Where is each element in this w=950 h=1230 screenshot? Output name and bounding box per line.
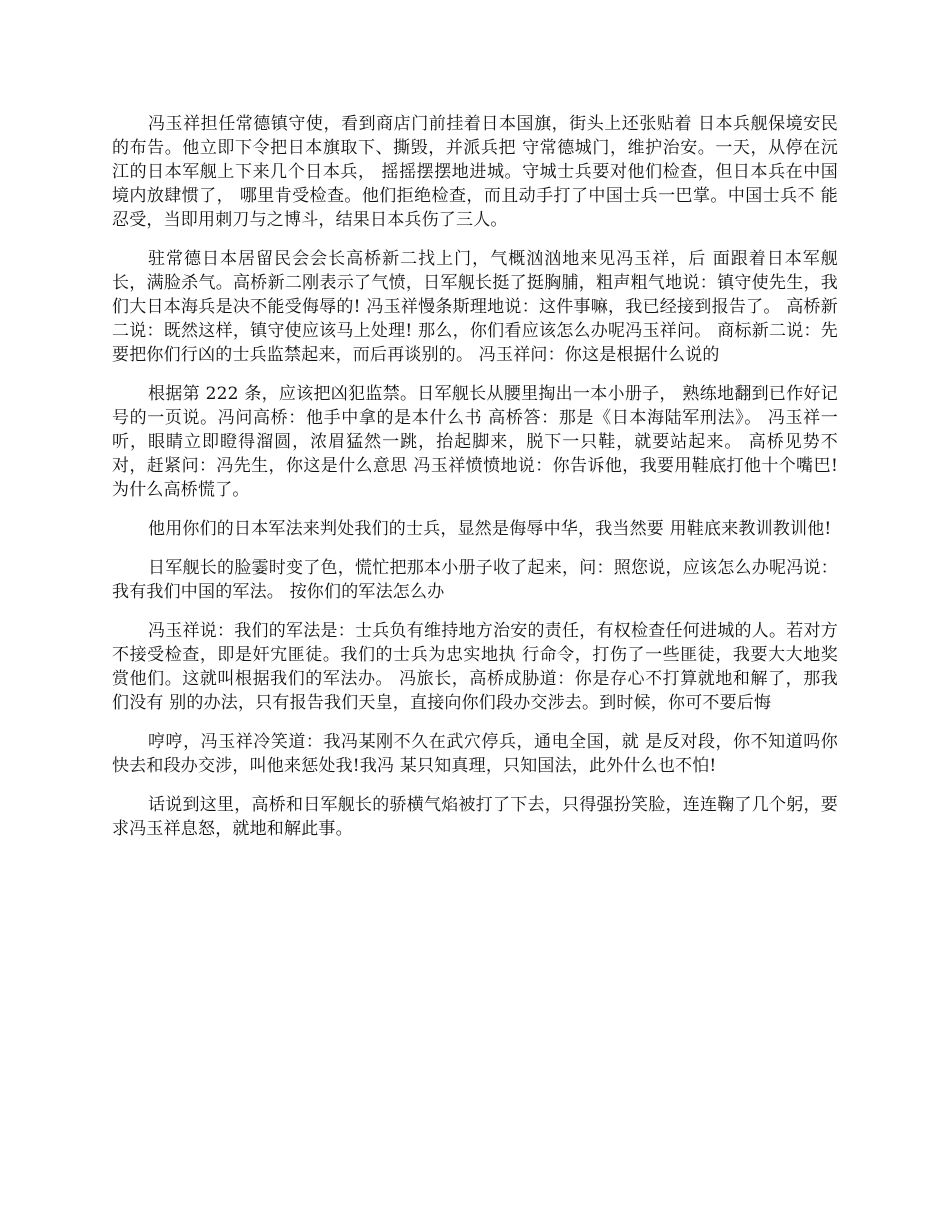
paragraph-4: 他用你们的日本军法来判处我们的士兵，显然是侮辱中华，我当然要 用鞋底来教训教训他! [148,519,832,539]
paragraph-2: 驻常德日本居留民会会长高桥新二找上门，气概汹汹地来见冯玉祥，后 面跟着日本军舰长，满脸杀气。高桥新二刚表示了气愤，日军舰长挺了挺胸脯，粗声粗气地说：镇守使先生，我们大日本海兵是决不能受侮辱的! 冯玉祥慢条斯理地说：这件事嘛，我已经接到报告了。 高桥新二说：既然这样，镇守使应该马上处理! 那么，你们看应该怎么办呢冯玉祥问。 商标新二说：先要把你们行凶的士兵监禁起来，而后再谈别的。 冯玉祥问：你这是根据什么说的 [112,249,838,365]
paragraph-7: 哼哼，冯玉祥冷笑道：我冯某刚不久在武穴停兵，通电全国，就 是反对段，你不知道吗你快去和段办交涉，叫他来惩处我!我冯 某只知真理，只知国法，此外什么也不怕! [112,732,838,776]
paragraph-1: 冯玉祥担任常德镇守使，看到商店门前挂着日本国旗，街头上还张贴着 日本兵舰保境安民的布告。他立即下令把日本旗取下、撕毁，并派兵把 守常德城门，维护治安。一天，从停在沅江的日本军舰上下来几个日本兵， 摇摇摆摆地进城。守城士兵要对他们检查，但日本兵在中国境内放肆惯了， 哪里肯受检查。他们拒绝检查，而且动手打了中国士兵一巴掌。中国士兵不 能忍受，当即用刺刀与之博斗，结果日本兵伤了三人。 [112,114,838,230]
document-body [112,112,838,856]
paragraph-8: 话说到这里，高桥和日军舰长的骄横气焰被打了下去，只得强扮笑脸，连连鞠了几个躬，要求冯玉祥息怒，就地和解此事。 [112,795,838,839]
paragraph-5: 日军舰长的脸霎时变了色，慌忙把那本小册子收了起来，问：照您说，应该怎么办呢冯说：我有我们中国的军法。 按你们的军法怎么办 [112,558,838,602]
paragraph-3: 根据第 222 条，应该把凶犯监禁。日军舰长从腰里掏出一本小册子， 熟练地翻到已作好记号的一页说。冯问高桥：他手中拿的是本什么书 高桥答：那是《日本海陆军刑法》。 冯玉祥一听，眼睛立即瞪得溜圆，浓眉猛然一跳，抬起脚来，脱下一只鞋，就要站起来。 高桥见势不对，赶紧问：冯先生，你这是什么意思 冯玉祥愤愤地说：你告诉他，我要用鞋底打他十个嘴巴! 为什么高桥慌了。 [112,384,838,500]
paragraph-6: 冯玉祥说：我们的军法是：士兵负有维持地方治安的责任，有权检查任何进城的人。若对方不接受检查，即是奸宄匪徒。我们的士兵为忠实地执 行命令，打伤了一些匪徒，我要大大地奖赏他们。这就叫根据我们的军法办。 冯旅长，高桥成胁道：你是存心不打算就地和解了，那我们没有 别的办法，只有报告我们天皇，直接向你们段办交涉去。到时候，你可不要后悔 [112,621,838,713]
